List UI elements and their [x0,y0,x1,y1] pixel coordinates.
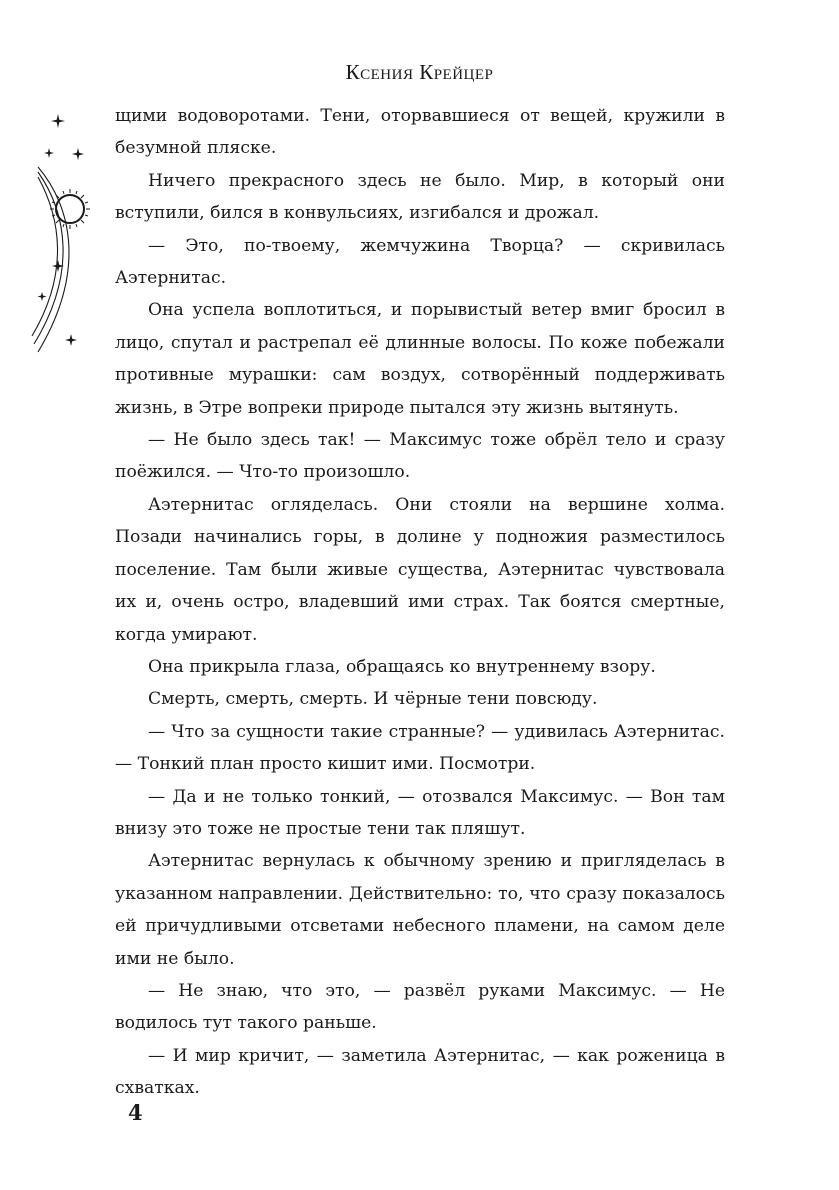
body-text [115,100,725,1105]
paragraph: Аэтернитас огляделась. Они стояли на вершине холма. Позади начинались горы, в долине у подножия разместилось поселение. Там были живые существа, Аэтернитас чувствовала их и, очень остро, владевший ими страх. Так боятся смертные, когда умирают. [115,494,725,645]
paragraph: Аэтернитас вернулась к обычному зрению и пригляделась в указанном направлении. Действительно: то, что сразу показалось ей причудливыми отсветами небесного пламени, на самом деле ими не было. [115,851,725,969]
paragraph: Ничего прекрасного здесь не было. Мир, в который они вступили, бился в конвульсиях, изгибался и дрожал. [115,170,725,224]
running-header-author: Ксения Крейцер [345,60,494,84]
paragraph: Она успела воплотиться, и порывистый ветер вмиг бросил в лицо, спутал и растрепал её длинные волосы. По коже побежали противные мурашки: сам воздух, сотворённый поддерживать жизнь, в Этре вопреки природе пытался эту жизнь вытянуть. [115,300,725,418]
paragraph: Она прикрыла глаза, обращаясь ко внутреннему взору. [148,656,656,677]
paragraph: — Не знаю, что это, — развёл руками Максимус. — Не водилось тут такого раньше. [115,980,725,1034]
paragraph: — Не было здесь так! — Максимус тоже обрёл тело и сразу поёжился. — Что-то произошло. [115,430,725,483]
paragraph: — Что за сущности такие странные? — удивилась Аэтернитас. — Тонкий план просто кишит ими. Посмотри. [115,721,725,775]
paragraph: — Это, по-твоему, жемчужина Творца? — скривилась Аэтернитас. [115,235,725,289]
page-number: 4 [128,1100,143,1125]
sun-ornament-icon [30,112,110,357]
paragraph: — Да и не только тонкий, — отозвался Максимус. — Вон там внизу это тоже не простые тени так пляшут. [115,786,725,839]
paragraph: Смерть, смерть, смерть. И чёрные тени повсюду. [148,689,598,710]
paragraph: щими водоворотами. Тени, оторвавшиеся от вещей, кружили в безумной пляске. [115,106,725,159]
paragraph: — И мир кричит, — заметила Аэтернитас, — как роженица в схватках. [115,1045,725,1099]
